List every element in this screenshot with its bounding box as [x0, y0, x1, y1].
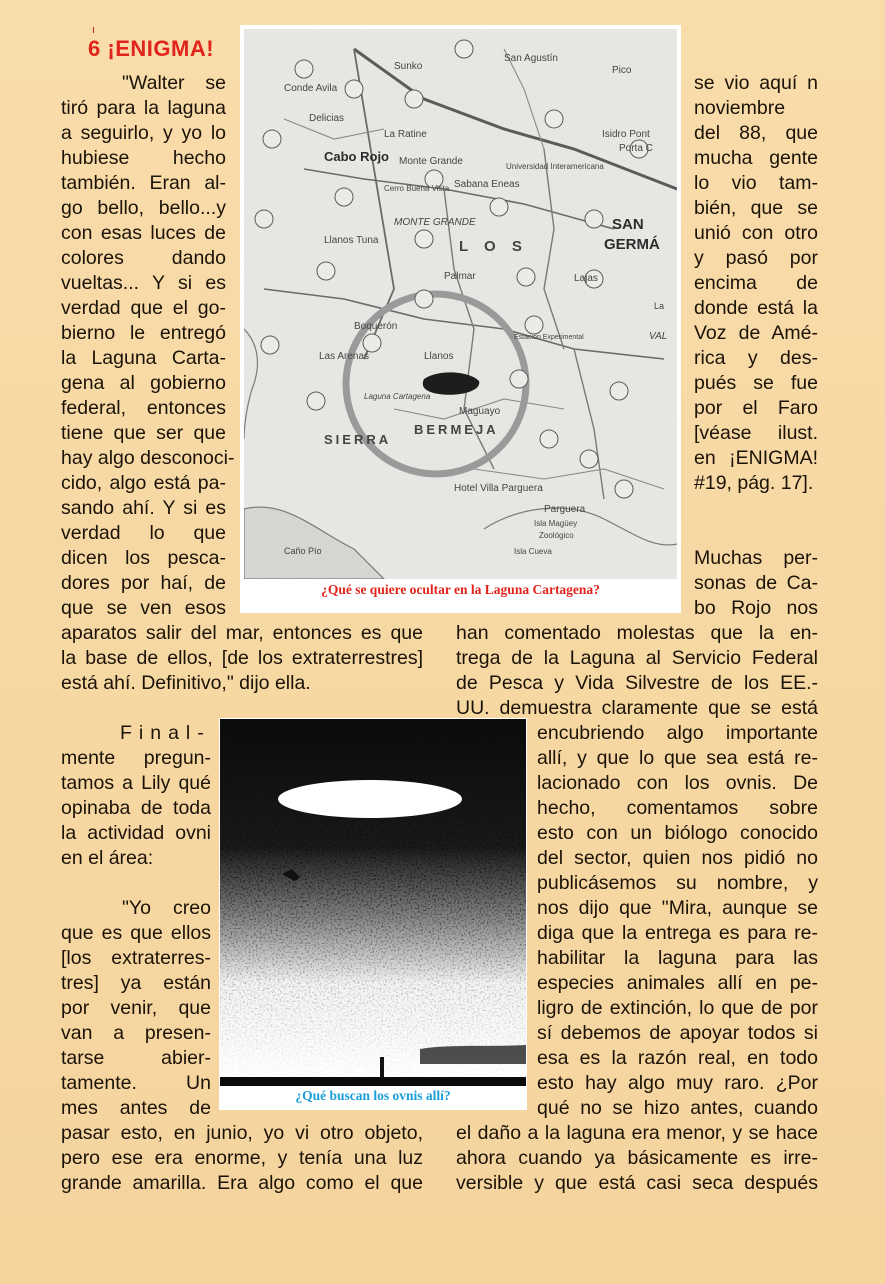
text-line: en el área: — [61, 847, 154, 869]
text-line: [los extraterres- — [61, 947, 211, 969]
text-line: por el Faro — [694, 397, 818, 419]
text-line: sonas de Ca- — [694, 572, 818, 594]
text-line: go bello, bello...y — [61, 197, 226, 219]
text-line: nos dijo que "Mira, aunque se — [537, 897, 818, 919]
text-line: aparatos salir del mar, entonces es que — [61, 622, 423, 644]
text-line: también. Eran al- — [61, 172, 226, 194]
text-line: hecho, comentamos sobre — [537, 797, 818, 819]
text-line: opinaba de toda — [61, 797, 211, 819]
text-line: del 88, que — [694, 122, 818, 144]
text-line: gena al gobierno — [61, 372, 226, 394]
text-line: tiró para la laguna — [61, 97, 226, 119]
text-line: pero ese era enorme, y tenía una luz — [61, 1147, 423, 1169]
text-line: Final- — [120, 722, 211, 744]
text-line: esa es la razón real, en todo — [537, 1047, 818, 1069]
text-line: dores por haí, de — [61, 572, 226, 594]
text-line: encima de — [694, 272, 818, 294]
text-line: vueltas... Y si es — [61, 272, 226, 294]
text-line: qué no se hizo antes, cuando — [537, 1097, 818, 1119]
photo-caption: ¿Qué buscan los ovnis allí? — [295, 1088, 451, 1103]
text-line: del sector, quien nos pidió no — [537, 847, 818, 869]
page-header — [88, 36, 214, 62]
text-line: lo vio tam- — [694, 172, 818, 194]
text-line: hubiese hecho — [61, 147, 226, 169]
text-line: Muchas per- — [694, 547, 818, 569]
text-line: tres] ya están — [61, 972, 211, 994]
text-line: grande amarilla. Era algo como el que — [61, 1172, 423, 1194]
text-line: a seguirlo, y yo lo — [61, 122, 226, 144]
text-line: la actividad ovni — [61, 822, 211, 844]
text-line: la Laguna Carta- — [61, 347, 226, 369]
text-line: cido, algo está pa- — [61, 472, 226, 494]
text-line: allí, y que lo que sea está re- — [537, 747, 818, 769]
text-line: encubriendo algo importante — [537, 722, 818, 744]
text-line: tamos a Lily qué — [61, 772, 211, 794]
text-line: mes antes de — [61, 1097, 211, 1119]
text-line: colores dando — [61, 247, 226, 269]
text-line: tarse abier- — [61, 1047, 211, 1069]
text-line: que es que ellos — [61, 922, 211, 944]
text-line: verdad que el go- — [61, 297, 226, 319]
text-line: [véase ilust. — [694, 422, 818, 444]
map-image — [244, 29, 677, 579]
text-line: donde está la — [694, 297, 818, 319]
text-line: "Walter se — [122, 72, 226, 94]
text-line: tamente. Un — [61, 1072, 211, 1094]
text-line: han comentado molestas que la en- — [456, 622, 818, 644]
text-line: la base de ellos, [de los extraterrestres] — [61, 647, 423, 669]
text-line: por venir, que — [61, 997, 211, 1019]
text-line: sí debemos de apoyar todos si — [537, 1022, 818, 1044]
text-line: dicen los pesca- — [61, 547, 226, 569]
text-line: ahora cuando ya básicamente es irre- — [456, 1147, 818, 1169]
text-line: UU. demuestra claramente que se está — [456, 697, 818, 719]
magazine-title: ¡ENIGMA! — [107, 36, 215, 61]
map-figure — [240, 25, 681, 613]
text-line: rica y des- — [694, 347, 818, 369]
text-line: federal, entonces — [61, 397, 226, 419]
text-line: #19, pág. 17]. — [694, 472, 814, 494]
photo-figure — [219, 718, 527, 1110]
text-line: sando ahí. Y si es — [61, 497, 226, 519]
text-line: que se ven esos — [61, 597, 226, 619]
text-line: bo Rojo nos — [694, 597, 818, 619]
text-line: verdad lo que — [61, 522, 226, 544]
text-line: el daño a la laguna era menor, y se hace — [456, 1122, 818, 1144]
text-line: se vio aquí n — [694, 72, 818, 94]
text-line: en ¡ENIGMA! — [694, 447, 818, 469]
text-line: unió con otro — [694, 222, 818, 244]
text-line: noviembre — [694, 97, 786, 119]
text-line: pués se fue — [694, 372, 818, 394]
text-line: está ahí. Definitivo," dijo ella. — [61, 672, 311, 694]
text-line: van a presen- — [61, 1022, 211, 1044]
text-line: Voz de Amé- — [694, 322, 818, 344]
text-line: mente pregun- — [61, 747, 211, 769]
text-line: hay algo desconoci- — [61, 447, 235, 469]
text-line: habilitar la laguna para las — [537, 947, 818, 969]
text-line: esto hay algo muy raro. ¿Por — [537, 1072, 818, 1094]
text-line: bién, que se — [694, 197, 818, 219]
text-line: bierno le entregó — [61, 322, 226, 344]
text-line: y pasó por — [694, 247, 818, 269]
ufo-photo — [220, 719, 526, 1086]
text-line: diga que la entrega es para re- — [537, 922, 818, 944]
page-mark: ı — [92, 24, 96, 36]
text-line: trega de la Laguna al Servicio Federal — [456, 647, 818, 669]
text-line: publicásemos su nombre, y — [537, 872, 818, 894]
text-line: con esas luces de — [61, 222, 226, 244]
text-line: versible y que está casi seca después — [456, 1172, 818, 1194]
text-line: pasar esto, en junio, yo vi otro objeto, — [61, 1122, 423, 1144]
text-line: de Pesca y Vida Silvestre de los EE.- — [456, 672, 818, 694]
text-line: ligro de extinción, lo que de por — [537, 997, 818, 1019]
text-line: mucha gente — [694, 147, 818, 169]
text-line: "Yo creo — [122, 897, 211, 919]
page-number: 6 — [88, 36, 101, 61]
text-line: especies animales allí en pe- — [537, 972, 818, 994]
text-line: tiene que ser que — [61, 422, 226, 444]
map-caption: ¿Qué se quiere ocultar en la Laguna Cartagena? — [321, 582, 600, 597]
text-line: lacionado con los ovnis. De — [537, 772, 818, 794]
text-line: esto con un biólogo conocido — [537, 822, 818, 844]
